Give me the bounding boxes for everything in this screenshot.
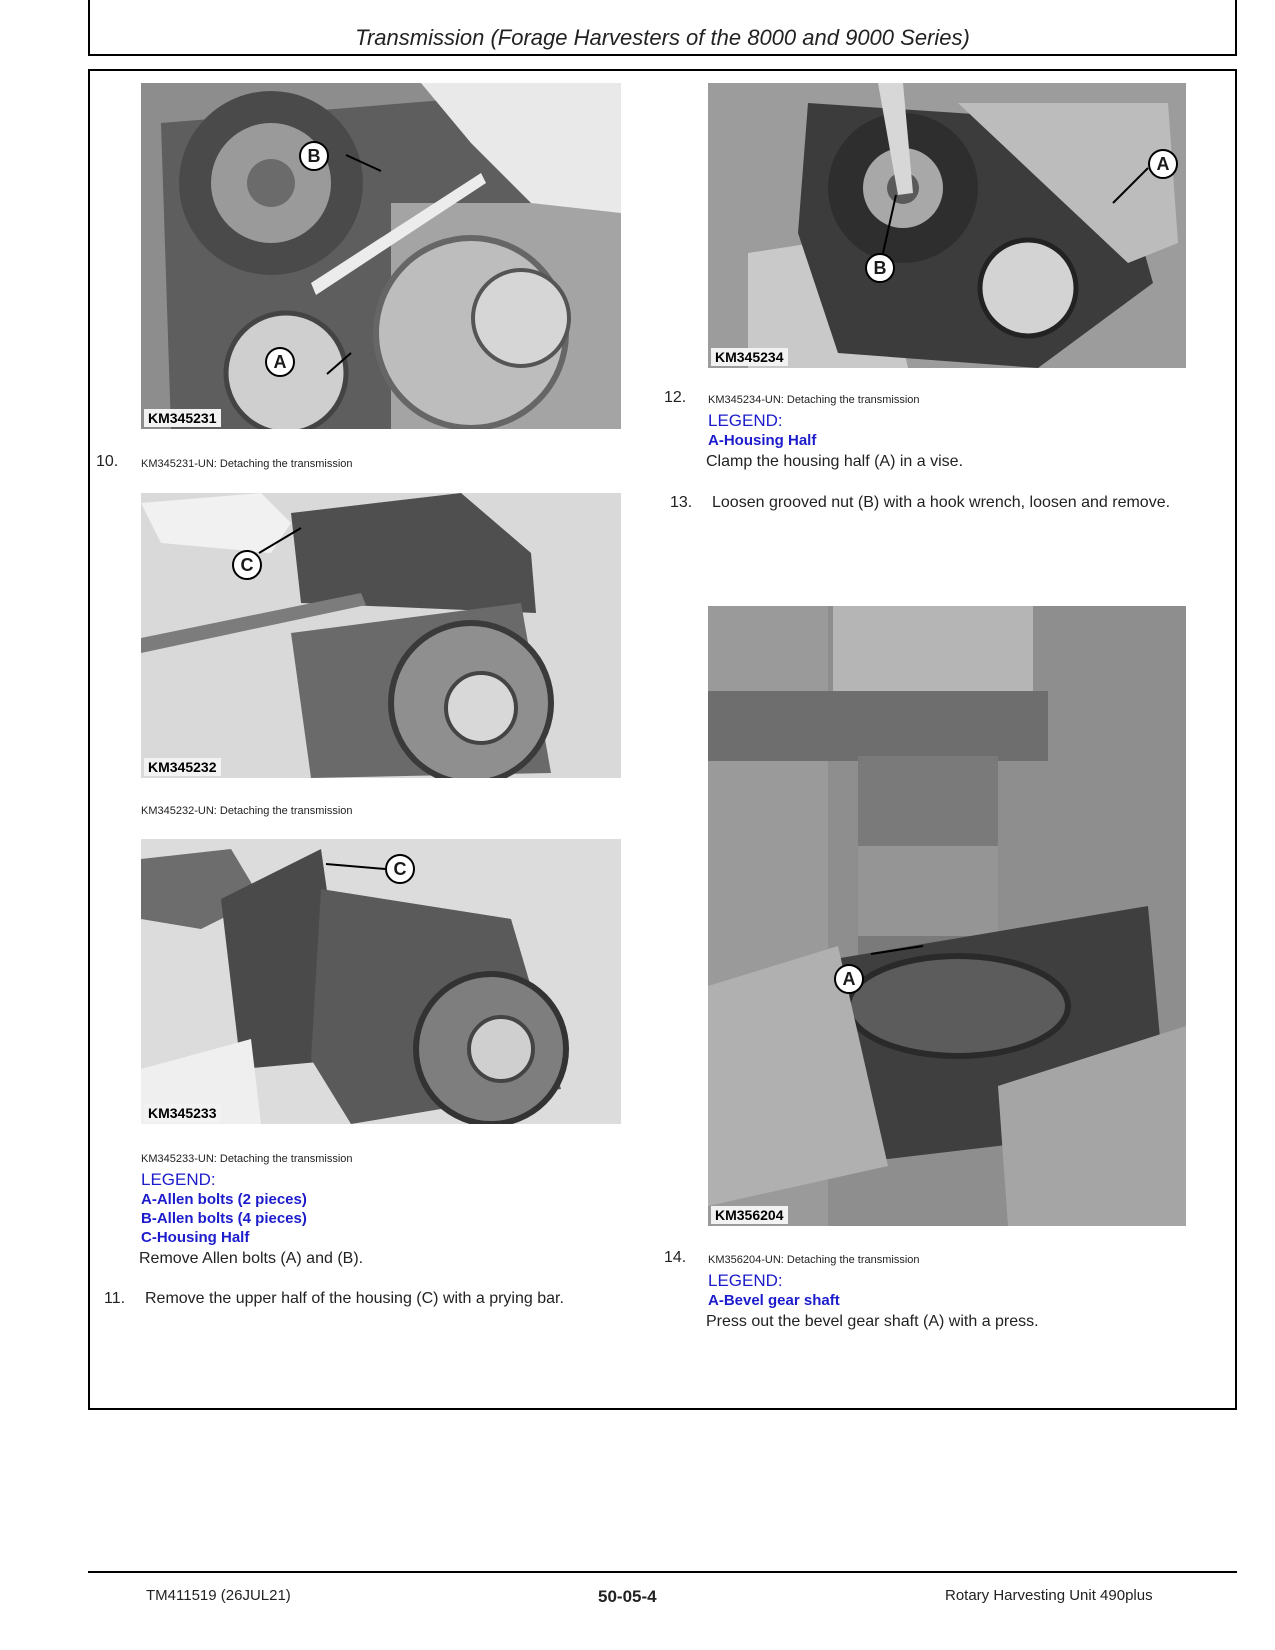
photo-id: KM345231 [144, 409, 221, 427]
callout-a: A [265, 347, 295, 377]
callout-c: C [232, 550, 262, 580]
callout-overlay [141, 83, 621, 429]
photo-id: KM356204 [711, 1206, 788, 1224]
figure-caption: KM345232-UN: Detaching the transmission [141, 805, 353, 817]
photo-km345233 [141, 839, 621, 1124]
photo-id: KM345232 [144, 758, 221, 776]
figure-caption: KM345231-UN: Detaching the transmission [141, 458, 353, 470]
instruction-text: Clamp the housing half (A) in a vise. [706, 453, 964, 470]
photo-km345234 [708, 83, 1186, 368]
step-text: Remove the upper half of the housing (C) with a prying bar. [145, 1290, 564, 1307]
photo-km345232 [141, 493, 621, 778]
footer-doc-id: TM411519 (26JUL21) [146, 1587, 291, 1604]
photo-id: KM345234 [711, 348, 788, 366]
step-text: Loosen grooved nut (B) with a hook wrench, loosen and remove. [712, 494, 1171, 511]
figure-caption: KM345234-UN: Detaching the transmission [708, 394, 920, 406]
callout-overlay [708, 83, 1186, 368]
legend-title: LEGEND: [708, 411, 783, 430]
legend-title: LEGEND: [141, 1170, 216, 1189]
callout-b: B [299, 141, 329, 171]
legend-item: B-Allen bolts (4 pieces) [141, 1210, 307, 1227]
callout-overlay [141, 493, 621, 778]
step-number-14: 14. [664, 1249, 687, 1266]
photo-km356204 [708, 606, 1186, 1226]
step-number-11: 11. [104, 1290, 126, 1307]
photo-km345231 [141, 83, 621, 429]
step-number-12: 12. [664, 389, 687, 406]
legend-item: A-Housing Half [708, 432, 817, 449]
callout-c: C [385, 854, 415, 884]
header-box [88, 0, 1237, 56]
legend-title: LEGEND: [708, 1271, 783, 1290]
step-number-10: 10. [96, 453, 119, 470]
callout-b: B [865, 253, 895, 283]
instruction-text: Remove Allen bolts (A) and (B). [139, 1250, 364, 1267]
page-title: Transmission (Forage Harvesters of the 8000 and 9000 Series) [355, 25, 970, 50]
callout-a: A [834, 964, 864, 994]
footer-divider [88, 1571, 1237, 1573]
figure-caption: KM356204-UN: Detaching the transmission [708, 1254, 920, 1266]
legend-item: C-Housing Half [141, 1229, 250, 1246]
footer-page-number: 50-05-4 [598, 1587, 657, 1606]
step-number-13: 13. [670, 494, 693, 511]
callout-overlay [141, 839, 621, 1124]
callout-overlay [708, 606, 1186, 1226]
footer-product: Rotary Harvesting Unit 490plus [945, 1587, 1153, 1604]
instruction-text: Press out the bevel gear shaft (A) with a press. [706, 1313, 1039, 1330]
callout-a: A [1148, 149, 1178, 179]
legend-item: A-Bevel gear shaft [708, 1292, 840, 1309]
figure-caption: KM345233-UN: Detaching the transmission [141, 1153, 353, 1165]
legend-item: A-Allen bolts (2 pieces) [141, 1191, 307, 1208]
photo-id: KM345233 [144, 1104, 221, 1122]
